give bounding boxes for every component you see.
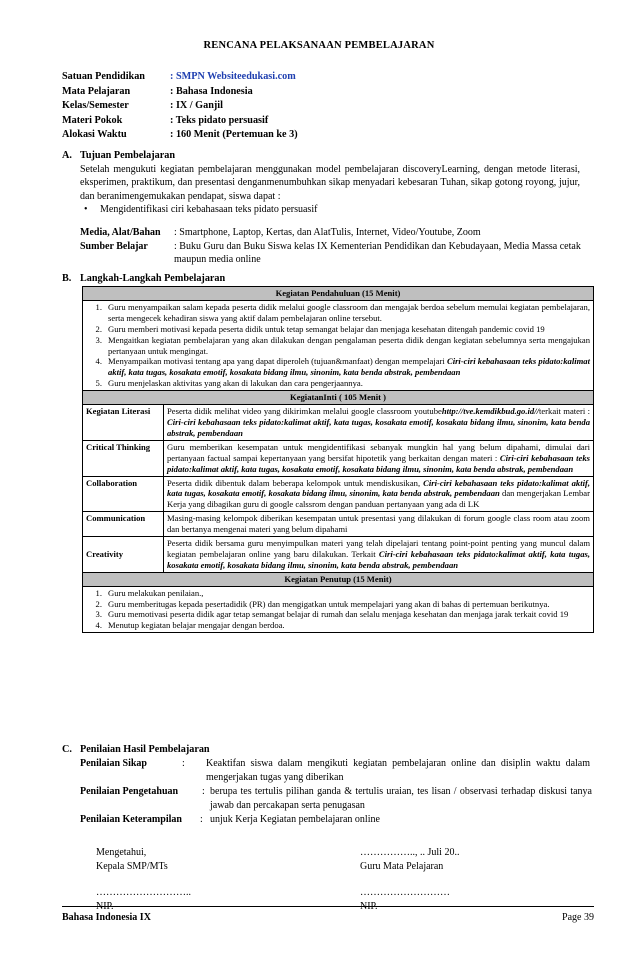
assessment-row bbox=[80, 813, 592, 827]
item-number: 1. bbox=[95, 587, 102, 598]
media-row bbox=[80, 226, 590, 240]
list-item bbox=[86, 620, 590, 631]
signature-left-dots: ……………………….. bbox=[96, 887, 191, 898]
identity-label: Kelas/Semester bbox=[62, 100, 129, 111]
objective-bullet bbox=[84, 204, 317, 215]
item-number: 4. bbox=[95, 356, 102, 367]
opening-list bbox=[86, 302, 590, 389]
core-text bbox=[164, 440, 594, 476]
bullet-text: Mengidentifikasi ciri kebahasaan teks pidato persuasif bbox=[100, 204, 318, 215]
core-row-communication bbox=[83, 512, 594, 537]
core-text-plain: terkait materi : bbox=[538, 406, 590, 417]
core-label: Collaboration bbox=[83, 476, 164, 512]
source-row bbox=[80, 240, 590, 267]
core-link: http://tve.kemdikbud.go.id// bbox=[441, 406, 539, 417]
assessment-sep: : bbox=[200, 814, 203, 825]
item-text: Guru menyampaikan salam kepada peserta didik melalui google classroom dan mengajak berdoa sebelum memulai kegiatan pembelajaran, serta mengecek kehadiran siswa yang aktif dalam pembelajaran online tersebut. bbox=[108, 301, 590, 323]
item-text: Guru melakukan penilaian., bbox=[108, 587, 204, 598]
core-text: Masing-masing kelompok diberikan kesempatan untuk presentasi yang dilakukan di forum google class room atau zoom dan bertanya mengenai materi yang belum dipahami bbox=[164, 512, 594, 537]
core-row-critical bbox=[83, 440, 594, 476]
identity-value: : IX / Ganjil bbox=[170, 100, 223, 111]
identity-value: : SMPN Websiteedukasi.com bbox=[170, 71, 296, 82]
core-text-plain: Peserta didik melihat video yang dikirimkan melalui google classroom youtube bbox=[167, 406, 442, 417]
item-text: Guru memberi motivasi kepada peserta didik untuk tetap semangat belajar dan menjaga kesehatan ditengah pandemic covid 19 bbox=[108, 323, 545, 334]
assessment-row bbox=[80, 757, 592, 784]
core-text-plain: Peserta didik bersama guru menyimpulkan materi yang telah dipelajari tentang point-point penting yang muncul dalam kegiatan pembelajaran online yang baru dilakukan. Terkait bbox=[167, 538, 590, 559]
core-row-creativity bbox=[83, 537, 594, 573]
item-text: Guru menjelaskan aktivitas yang akan di lakukan dan cara pengerjaannya. bbox=[108, 378, 363, 389]
item-number: 5. bbox=[95, 378, 102, 389]
assessment-text: Keaktifan siswa dalam mengikuti kegiatan pembelajaran online dan disiplin waktu dalam mengerjakan tugas yang diberikan bbox=[206, 758, 590, 783]
list-item bbox=[86, 335, 590, 357]
assessment-label: Penilaian Keterampilan bbox=[80, 814, 182, 825]
core-text-emphasis: Ciri-ciri kebahasaan teks pidato:kalimat aktif, kata tugas, kosakata emotif, kosakata bidang ilmu, sinonim, kata benda abstrak, pembendaan bbox=[167, 452, 590, 474]
core-label: Kegiatan Literasi bbox=[83, 405, 164, 441]
source-label: Sumber Belajar bbox=[80, 240, 148, 252]
assessment-label: Penilaian Sikap bbox=[80, 758, 147, 769]
signature-left-line2: Kepala SMP/MTs bbox=[96, 861, 168, 872]
list-item bbox=[86, 302, 590, 324]
assessment-row bbox=[80, 785, 592, 812]
core-label: Communication bbox=[83, 512, 164, 537]
identity-block bbox=[62, 70, 298, 143]
media-label: Media, Alat/Bahan bbox=[80, 227, 161, 238]
signature-right-nip: NIP. bbox=[360, 901, 378, 912]
identity-label: Satuan Pendidikan bbox=[62, 71, 145, 82]
core-label: Creativity bbox=[83, 537, 164, 573]
assessment-label: Penilaian Pengetahuan bbox=[80, 786, 179, 797]
item-number: 2. bbox=[95, 323, 102, 334]
section-c-heading bbox=[62, 744, 210, 755]
item-text: Guru memberitugas kepada pesertadidik (PR) dan mengigatkan untuk mempelajari yang akan di bahas di pertemuan berikutnya. bbox=[108, 598, 550, 609]
list-item bbox=[86, 378, 590, 389]
item-text: Menutup kegiatan belajar mengajar dengan berdoa. bbox=[108, 620, 285, 631]
section-letter: C. bbox=[62, 744, 72, 755]
list-item bbox=[86, 356, 590, 378]
identity-row bbox=[62, 85, 298, 100]
signature-left bbox=[96, 846, 191, 914]
list-item bbox=[86, 599, 590, 610]
identity-row bbox=[62, 70, 298, 85]
source-text: : Buku Guru dan Buku Siswa kelas IX Kementerian Pendidikan dan Kebudayaan, Media Massa cetak maupun media online bbox=[174, 240, 581, 265]
item-text-plain: Menyampaikan motivasi tentang apa yang dapat diperoleh (tujuan&manfaat) dengan mempelajari bbox=[108, 356, 445, 367]
footer-subject: Bahasa Indonesia IX bbox=[62, 912, 151, 923]
section-a-heading bbox=[62, 150, 175, 161]
assessment-sep: : bbox=[182, 758, 185, 769]
signature-right-dots: ……………………… bbox=[360, 887, 450, 898]
core-text-plain: Guru memberikan kesempatan untuk mengidentifikasi sebanyak mungkin hal yang belum dipahami, dimulai dari pertanyaan factual sampai kepertanyaan yang bersifat hipotetik yang berkaitan dengan materi : bbox=[167, 441, 590, 463]
item-text: Mengaitkan kegiatan pembelajaran yang akan dilakukan dengan pengalaman peserta didik dengan kegiatan sebelumnya serta mengajukan pertanyaan untuk mengingat. bbox=[108, 334, 590, 356]
identity-label: Materi Pokok bbox=[62, 114, 123, 126]
objective-text: Setelah mengukuti kegiatan pembelajaran menggunakan model pembelajaran discoveryLearning, dengan metode literasi, eksperimen, praktikum, dan presentasi denganmenumbuhkan sikap menyadari kebesaran Tuhan, sikap gotong royong, jujur, dan beranimengemukakan pendapat, siswa dapat : bbox=[80, 164, 580, 202]
identity-value: : 160 Menit (Pertemuan ke 3) bbox=[170, 129, 298, 140]
signature-left-line1: Mengetahui, bbox=[96, 847, 147, 858]
closing-header: Kegiatan Penutup (15 Menit) bbox=[83, 572, 594, 586]
media-text: : Smartphone, Laptop, Kertas, dan AlatTulis, Internet, Video/Youtube, Zoom bbox=[174, 227, 481, 238]
signature-right bbox=[360, 846, 459, 914]
core-text-emphasis: Ciri-ciri kebahasaan teks pidato:kalimat aktif, kata tugas, kosakata emotif, kosakata bidang ilmu, sinonim, kata benda abstrak, pembendaan bbox=[167, 477, 590, 499]
core-text bbox=[164, 476, 594, 512]
identity-label: Alokasi Waktu bbox=[62, 129, 127, 140]
steps-table bbox=[82, 286, 594, 633]
core-text-emphasis: Ciri-ciri kebahasaan teks pidato:kalimat aktif, kata tugas, kosakata emotif, kosakata bidang ilmu, sinonim, kata benda abstrak, pembendaan bbox=[167, 548, 590, 570]
section-b-heading bbox=[62, 273, 225, 284]
section-title: Tujuan Pembelajaran bbox=[80, 150, 175, 161]
closing-cell bbox=[83, 586, 594, 633]
section-title: Langkah-Langkah Pembelajaran bbox=[80, 273, 226, 284]
signature-right-line2: Guru Mata Pelajaran bbox=[360, 861, 444, 872]
list-item bbox=[86, 588, 590, 599]
page-title: RENCANA PELAKSANAAN PEMBELAJARAN bbox=[203, 40, 435, 51]
core-text-plain: Peserta didik dibentuk dalam beberapa kelompok untuk mendiskusikan, bbox=[167, 477, 421, 488]
item-number: 1. bbox=[95, 301, 102, 312]
item-text bbox=[108, 356, 590, 378]
core-text bbox=[164, 537, 594, 573]
core-text-plain: dan mengerjakan Lembar Kerja yang dibagikan guru di google calssrom dengan panduan pertanyaan yang ada di LK bbox=[167, 488, 590, 510]
identity-row bbox=[62, 128, 298, 143]
assessment-text: berupa tes tertulis pilihan ganda & tertulis uraian, tes lisan / observasi terhadap diskusi tanya jawab dan percakapan serta penugasan bbox=[210, 786, 592, 811]
assessment-sep: : bbox=[202, 786, 205, 797]
identity-row bbox=[62, 114, 298, 129]
section-title: Penilaian Hasil Pembelajaran bbox=[80, 744, 210, 755]
item-number: 2. bbox=[95, 598, 102, 609]
core-header: KegiatanInti ( 105 Menit ) bbox=[83, 391, 594, 405]
media-block bbox=[80, 226, 590, 267]
identity-value: : Teks pidato persuasif bbox=[170, 114, 269, 126]
list-item bbox=[86, 324, 590, 335]
core-label: Critical Thinking bbox=[83, 440, 164, 476]
item-number: 3. bbox=[95, 334, 102, 345]
core-text-emphasis: Ciri-ciri kebahasaan teks pidato:kalimat aktif, kata tugas, kosakata emotif, kosakata bidang ilmu, sinonim, kata benda abstrak, pembendaan bbox=[167, 416, 590, 438]
item-text-emphasis: Ciri-ciri kebahasaan teks pidato:kalimat aktif, kata tugas, kosakata emotif, kosakata bidang ilmu, sinonim, kata benda abstrak, pembendaan bbox=[108, 356, 590, 378]
assessment-block bbox=[80, 757, 592, 828]
signature-right-line1: …………….., .. Juli 20.. bbox=[360, 847, 460, 858]
bullet-icon: • bbox=[84, 204, 88, 215]
core-row-collaboration bbox=[83, 476, 594, 512]
item-text: Guru memotivasi peserta didik agar tetap semangat belajar di rumah dan selalu menjaga kesehatan dan menjaga jarak terkait covid 19 bbox=[108, 609, 569, 620]
section-letter: A. bbox=[62, 150, 72, 161]
item-number: 4. bbox=[95, 620, 102, 631]
list-item bbox=[86, 609, 590, 620]
identity-value: : Bahasa Indonesia bbox=[170, 85, 253, 97]
assessment-text: unjuk Kerja Kegiatan pembelajaran online bbox=[210, 814, 380, 825]
identity-row bbox=[62, 99, 298, 114]
signature-left-nip: NIP. bbox=[96, 901, 114, 912]
opening-header: Kegiatan Pendahuluan (15 Menit) bbox=[83, 287, 594, 301]
core-row-literasi bbox=[83, 405, 594, 441]
section-letter: B. bbox=[62, 273, 72, 284]
footer-page-number: Page 39 bbox=[562, 912, 594, 923]
identity-label: Mata Pelajaran bbox=[62, 85, 131, 97]
item-number: 3. bbox=[95, 609, 102, 620]
core-text bbox=[164, 405, 594, 441]
footer-divider bbox=[62, 906, 594, 907]
opening-cell bbox=[83, 300, 594, 390]
closing-list bbox=[86, 588, 590, 632]
